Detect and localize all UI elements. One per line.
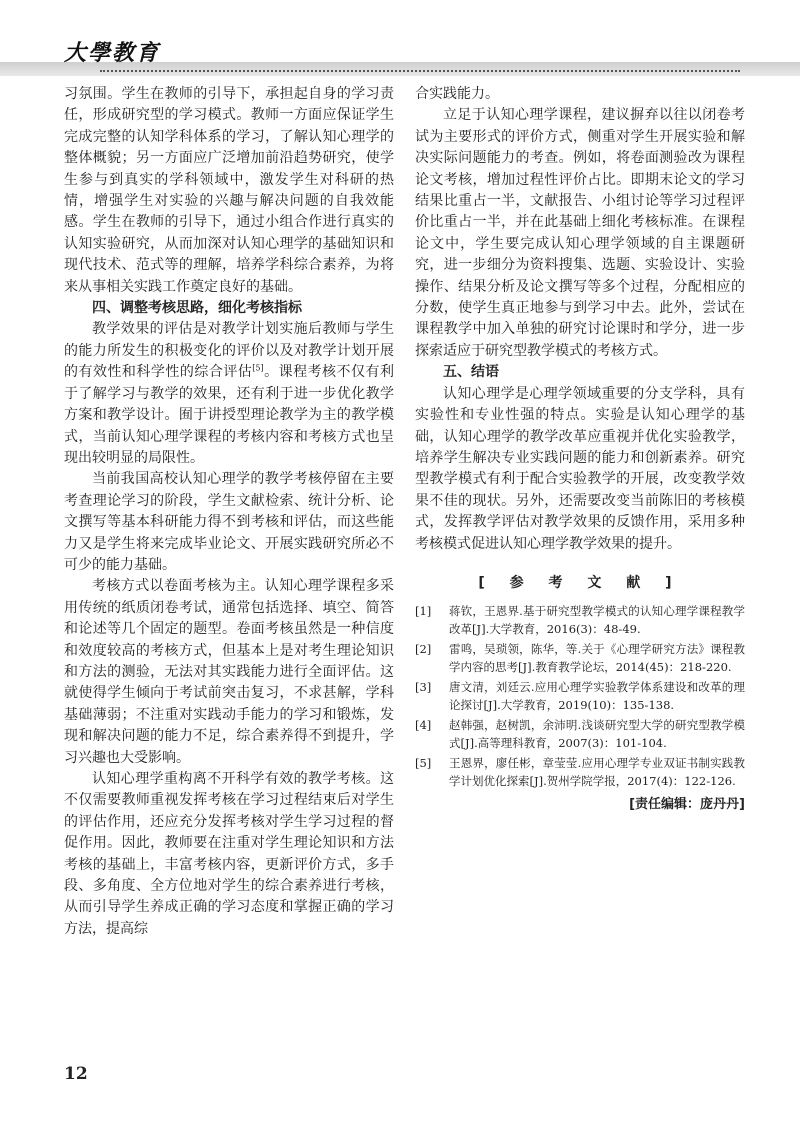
reference-text: 唐文清，刘廷云.应用心理学实验教学体系建设和改革的理论探讨[J].大学教育，2019(10)：135-138. <box>449 680 745 713</box>
reference-number: [5] <box>415 756 432 771</box>
reference-item <box>415 716 745 752</box>
reference-item <box>415 754 745 790</box>
page-number: 12 <box>64 1064 88 1084</box>
paragraph: 立足于认知心理学课程，建议摒弃以往以闭卷考试为主要形式的评价方式，侧重对学生开展实验和解决实际问题能力的考查。例如，将卷面测验改为课程论文考核，增加过程性评价占比。即期末论文的学习结果比重占一半，文献报告、小组讨论等学习过程评价比重占一半，并在此基础上细化考核标准。在课程论文中，学生要完成认知心理学领域的自主课题研究，进一步细分为资料搜集、选题、实验设计、实验操作、结果分析及论文撰写等多个过程，分配相应的分数，使学生真正地参与到学习中去。此外，尝试在课程教学中加入单独的研究讨论课时和学分，进一步探索适应于研究型教学模式的考核方式。 <box>415 107 745 359</box>
reference-number: [3] <box>415 680 432 695</box>
reference-text: 赵韩强，赵树凯，余沛明.浅谈研究型大学的研究型教学模式[J].高等理科教育，2007(3)：101-104. <box>449 718 745 751</box>
paragraph-text: 教学效果的评估是对教学计划实施后教师与学生的能力所发生的积极变化的评价以及对教学计划开展的有效性和科学性的综合评估 <box>64 321 394 381</box>
right-column <box>415 84 745 816</box>
responsible-editor: [责任编辑：庞丹丹] <box>629 797 745 813</box>
reference-item <box>415 678 745 714</box>
paragraph: 认知心理学重构离不开科学有效的教学考核。这不仅需要教师重视发挥考核在学习过程结束后对学生的评估作用，还应充分发挥考核对学生学习过程的督促作用。因此，教师要在注重对学生理论知识和方法考核的基础上，丰富考核内容，更新评价方式，多手段、多角度、全方位地对学生的综合素养进行考核，从而引导学生养成正确的学习态度和掌握正确的学习方法，提高综 <box>64 771 394 937</box>
header-dotted-rule <box>100 70 740 72</box>
paragraph-text: 。课程考核不仅有利于了解学习与教学的效果，还有利于进一步优化教学方案和教学设计。囿于讲授型理论教学为主的教学模式，当前认知心理学课程的考核内容和考核方式也呈现出较明显的局限性。 <box>64 364 394 466</box>
paragraph: 认知心理学是心理学领域重要的分支学科，具有实验性和专业性强的特点。实验是认知心理学的基础，认知心理学的教学改革应重视并优化实验教学，培养学生解决专业实践问题的能力和创新素养。研究型教学模式有利于配合实验教学的开展，改变教学效果不佳的现状。另外，还需要改变当前陈旧的考核模式，发挥教学评估对教学效果的反馈作用，采用多种考核模式促进认知心理学教学效果的提升。 <box>415 385 745 552</box>
reference-number: [2] <box>415 642 432 657</box>
reference-item <box>415 602 745 638</box>
journal-logo: 大學教育 <box>64 40 161 66</box>
left-column <box>64 84 394 940</box>
reference-list <box>415 602 745 790</box>
reference-number: [4] <box>415 718 432 733</box>
reference-text: 王恩界，廖任彬，章莹莹.应用心理学专业双证书制实践教学计划优化探索[J].贺州学院学报，2017(4)：122-126. <box>449 756 745 789</box>
paragraph: 当前我国高校认知心理学的教学考核停留在主要考查理论学习的阶段，学生文献检索、统计分析、论文撰写等基本科研能力得不到考核和评估，而这些能力又是学生将来完成毕业论文、开展实践研究所必不可少的能力基础。 <box>64 471 394 573</box>
reference-text: 蒋钦，王恩界.基于研究型教学模式的认知心理学课程教学改革[J].大学教育，2016(3)：48-49. <box>449 604 745 637</box>
paragraph: 考核方式以卷面考核为主。认知心理学课程多采用传统的纸质闭卷考试，通常包括选择、填空、简答和论述等几个固定的题型。卷面考核虽然是一种信度和效度较高的考核方式，但基本上是对考生理论知识和方法的测验，无法对其实践能力进行全面评估。这就使得学生倾向于考试前突击复习，不求甚解，学科基础薄弱；不注重对实践动手能力的学习和锻炼，发现和解决问题的能力不足，综合素养得不到提升，学习兴趣也大受影响。 <box>64 578 394 766</box>
citation-mark: [5] <box>252 363 264 373</box>
reference-item <box>415 640 745 676</box>
paragraph: 合实践能力。 <box>415 86 499 102</box>
paragraph: 习氛围。学生在教师的引导下，承担起自身的学习责任，形成研究型的学习模式。教师一方面应保证学生完成完整的认知学科体系的学习，了解认知心理学的整体概貌；另一方面应广泛增加前沿趋势研究，使学生参与到真实的学科领域中，激发学生对科研的热情，增强学生对实验的兴趣与解决问题的自我效能感。学生在教师的引导下，通过小组合作进行真实的认知实验研究，从而加深对认知心理学的基础知识和现代技术、范式等的理解，培养学科综合素养，为将来从事相关实践工作奠定良好的基础。 <box>64 86 394 295</box>
reference-text: 雷鸣，吴琐领，陈华，等.关于《心理学研究方法》课程教学内容的思考[J].教育教学论坛，2014(45)：218-220. <box>449 642 745 675</box>
reference-number: [1] <box>415 604 432 619</box>
paragraph <box>64 319 394 469</box>
references-title: [ 参 考 文 献 ] <box>478 574 682 591</box>
page-header <box>0 0 800 84</box>
section-heading-4: 四、调整考核思路，细化考核指标 <box>92 300 302 317</box>
section-heading-5: 五、结语 <box>443 364 499 381</box>
